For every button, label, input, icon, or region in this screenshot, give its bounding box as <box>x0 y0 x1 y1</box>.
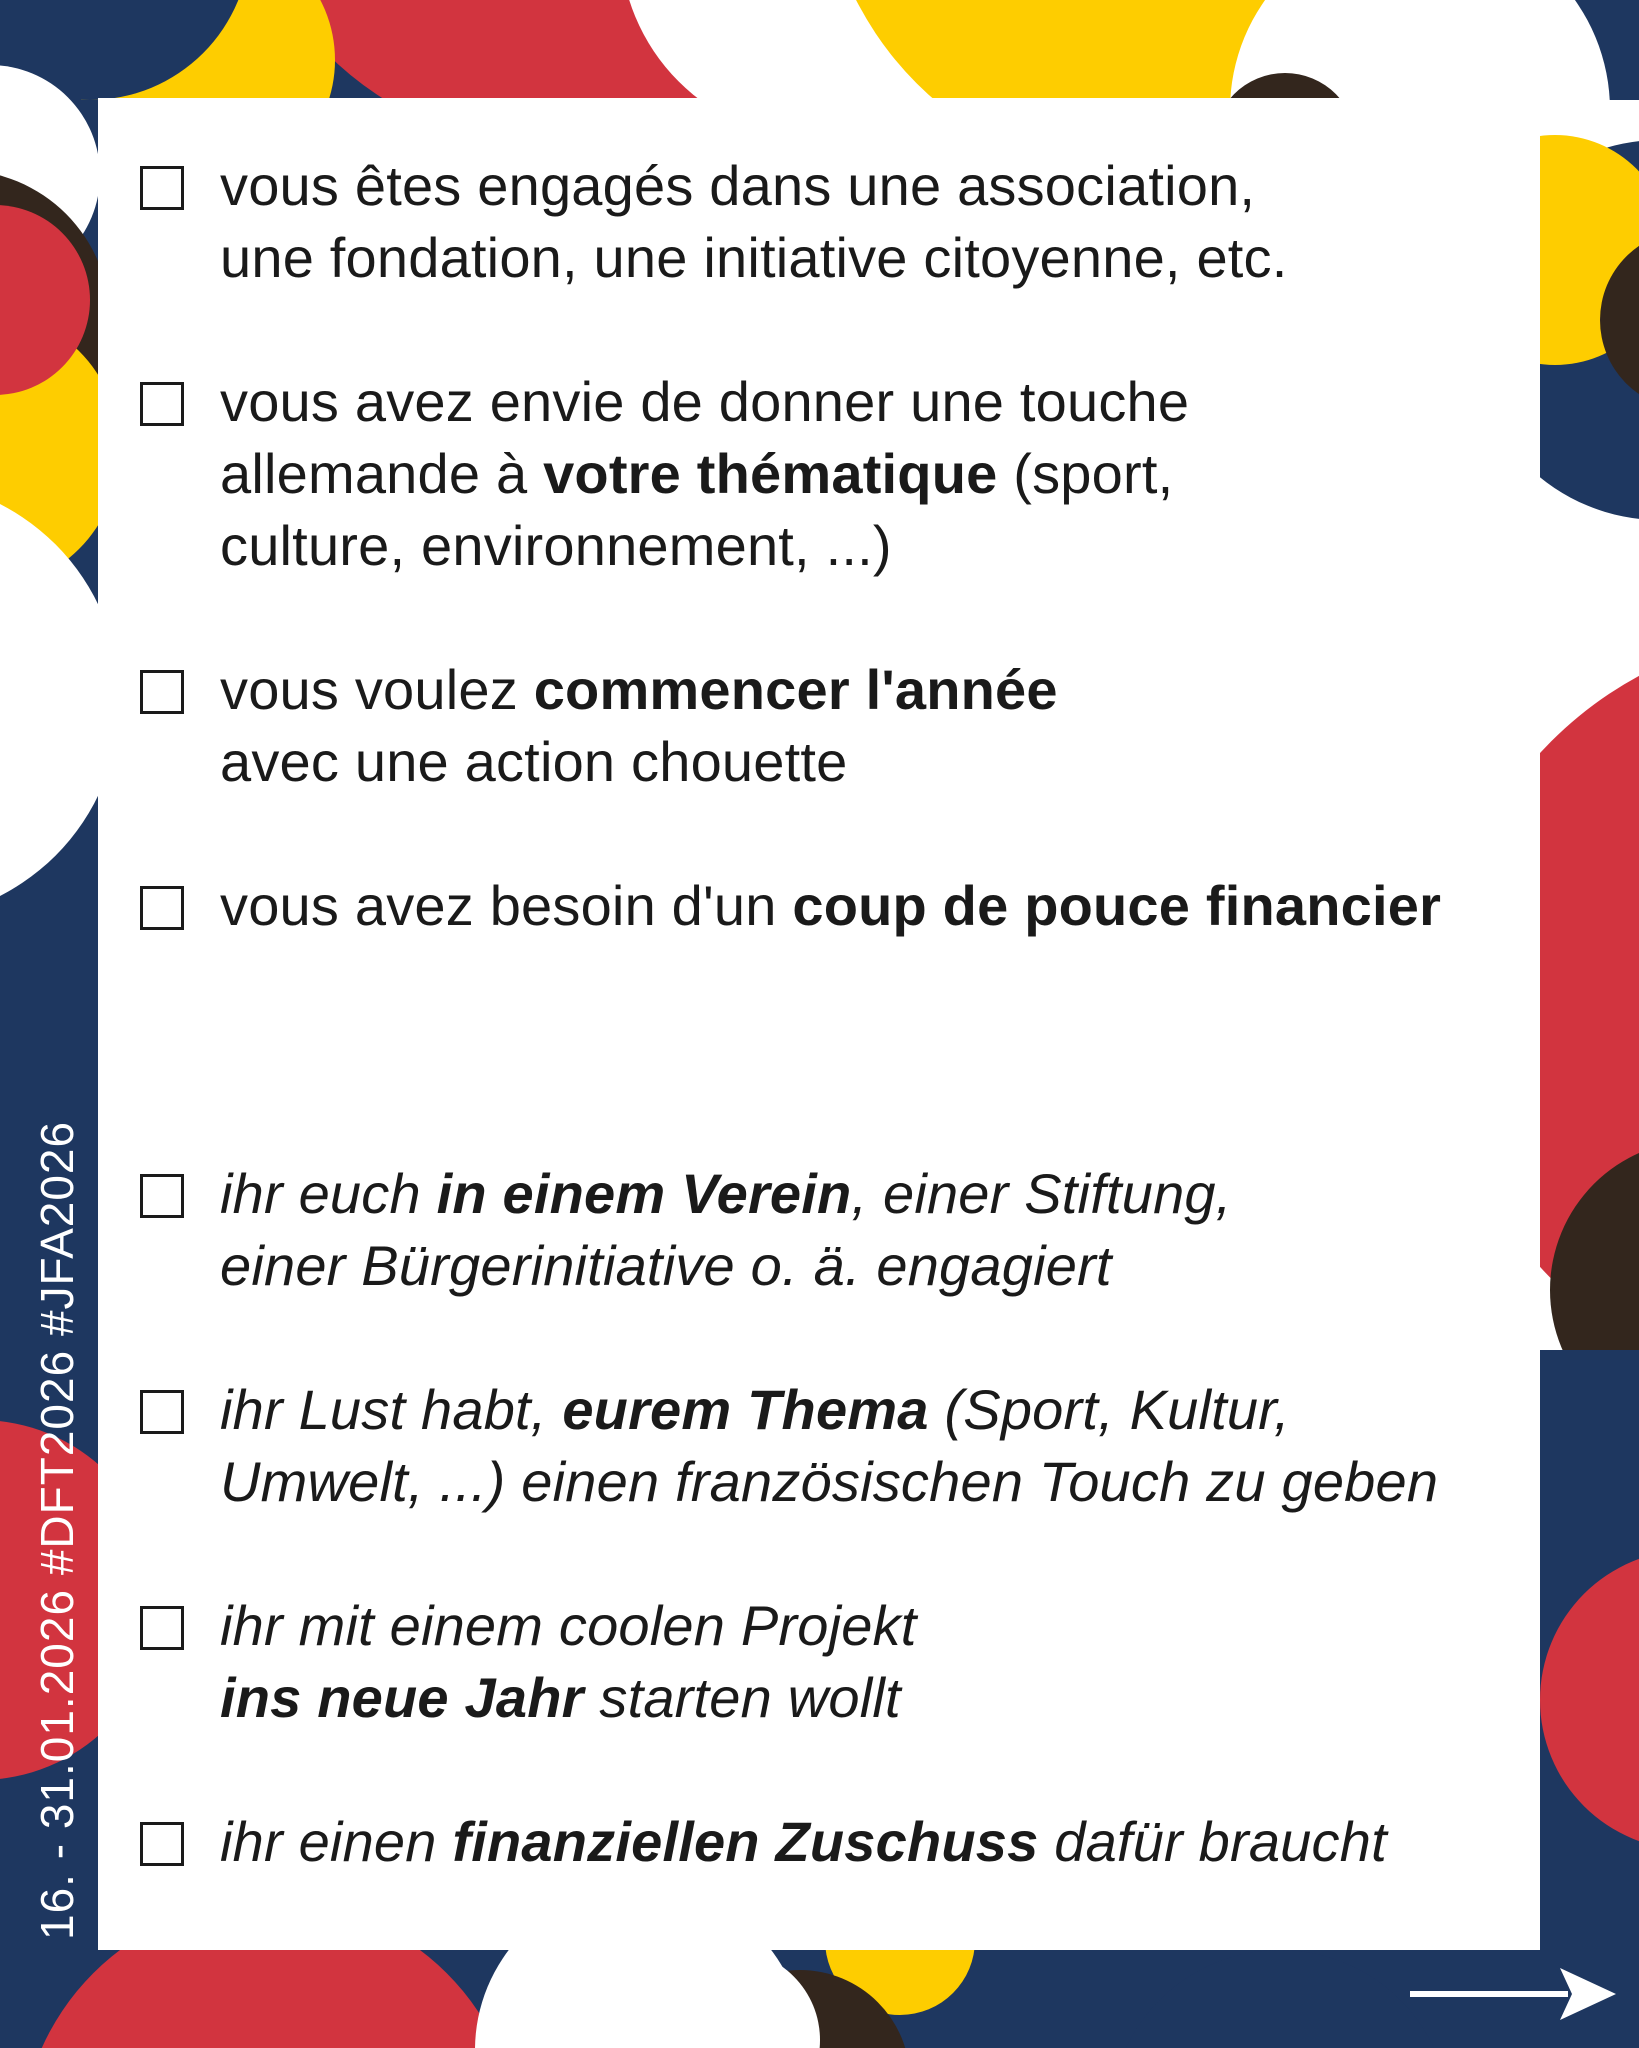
checklist-item-text <box>220 150 1288 294</box>
text-line <box>220 222 1288 294</box>
arrow-right-icon[interactable] <box>1408 1964 1618 2024</box>
checklist-item <box>140 1158 1520 1302</box>
text-segment: vous avez envie de donner une touche <box>220 370 1190 433</box>
checklist-item <box>140 870 1520 942</box>
text-line <box>220 1662 917 1734</box>
checkbox-icon[interactable] <box>140 1174 184 1218</box>
checklist-item <box>140 1590 1520 1734</box>
emphasis-text: finanziellen Zuschuss <box>452 1810 1039 1873</box>
text-line <box>220 150 1288 222</box>
text-line <box>220 870 1441 942</box>
checkbox-icon[interactable] <box>140 670 184 714</box>
checklist-item-text <box>220 1374 1438 1518</box>
checklist-item-text <box>220 1806 1387 1878</box>
text-line <box>220 1806 1387 1878</box>
date-hashtags-text: 16. - 31.01.2026 #DFT2026 #JFA2026 <box>31 1120 83 1940</box>
checklist-item-text <box>220 870 1441 942</box>
text-segment: une fondation, une initiative citoyenne, etc. <box>220 226 1288 289</box>
text-segment: culture, environnement, ...) <box>220 514 892 577</box>
text-line <box>220 1374 1438 1446</box>
text-segment: ihr mit einem coolen Projekt <box>220 1594 917 1657</box>
text-line <box>220 1230 1232 1302</box>
checklist-item-text <box>220 1590 917 1734</box>
emphasis-text: coup de pouce financier <box>792 874 1442 937</box>
text-segment: , einer Stiftung, <box>851 1162 1232 1225</box>
text-line <box>220 366 1189 438</box>
checkbox-icon[interactable] <box>140 382 184 426</box>
checkbox-icon[interactable] <box>140 886 184 930</box>
checkbox-icon[interactable] <box>140 1606 184 1650</box>
text-line <box>220 654 1058 726</box>
checkbox-icon[interactable] <box>140 1822 184 1866</box>
text-line <box>220 510 1189 582</box>
checklist-item <box>140 654 1520 798</box>
checklist-item-text <box>220 654 1058 798</box>
text-line <box>220 1158 1232 1230</box>
checklist-item-text <box>220 366 1189 582</box>
checklist-item <box>140 150 1520 294</box>
emphasis-text: commencer l'année <box>533 658 1058 721</box>
checklist-item <box>140 1374 1520 1518</box>
checkbox-icon[interactable] <box>140 1390 184 1434</box>
text-segment: starten wollt <box>583 1666 901 1729</box>
text-segment: allemande à <box>220 442 544 505</box>
text-line <box>220 726 1058 798</box>
checklist-item <box>140 1806 1520 1878</box>
text-segment: ihr Lust habt, <box>220 1378 563 1441</box>
text-segment: dafür braucht <box>1038 1810 1387 1873</box>
text-line <box>220 438 1189 510</box>
checkbox-icon[interactable] <box>140 166 184 210</box>
text-segment: vous êtes engagés dans une association, <box>220 154 1256 217</box>
emphasis-text: votre thématique <box>543 442 998 505</box>
emphasis-text: ins neue Jahr <box>220 1666 584 1729</box>
text-segment: ihr einen <box>220 1810 453 1873</box>
text-segment: ihr euch <box>220 1162 437 1225</box>
text-line <box>220 1590 917 1662</box>
text-line <box>220 1446 1438 1518</box>
text-segment: (sport, <box>997 442 1174 505</box>
text-segment: (Sport, Kultur, <box>928 1378 1290 1441</box>
text-segment: vous avez besoin d'un <box>220 874 793 937</box>
checklist-card <box>98 98 1540 1950</box>
text-segment: einer Bürgerinitiative o. ä. engagiert <box>220 1234 1112 1297</box>
emphasis-text: eurem Thema <box>562 1378 929 1441</box>
checklist-item <box>140 366 1520 582</box>
text-segment: avec une action chouette <box>220 730 848 793</box>
checklist-item-text <box>220 1158 1232 1302</box>
text-segment: vous voulez <box>220 658 534 721</box>
text-segment: Umwelt, ...) einen französischen Touch zu geben <box>220 1450 1439 1513</box>
emphasis-text: in einem Verein <box>436 1162 852 1225</box>
